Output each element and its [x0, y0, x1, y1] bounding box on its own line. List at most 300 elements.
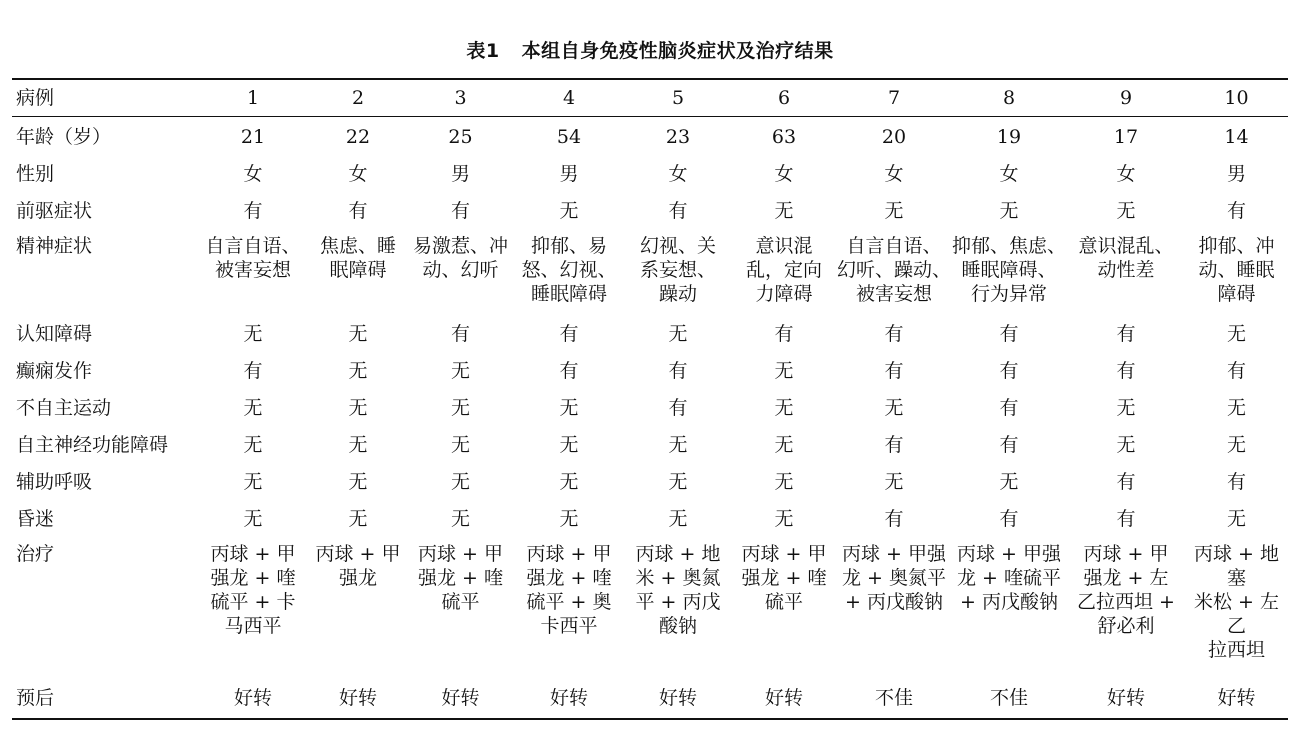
table-cell — [951, 117, 1067, 154]
cell-line: 不佳 — [874, 686, 913, 709]
cell-line: 20 — [881, 126, 907, 148]
table-cell — [198, 191, 308, 228]
cell-line: 无 — [559, 199, 579, 222]
table-cell — [1067, 462, 1185, 499]
case-number: 4 — [513, 80, 625, 117]
table-cell — [837, 228, 951, 314]
table-cell — [951, 462, 1067, 499]
table-cell — [837, 462, 951, 499]
table-cell — [837, 425, 951, 462]
cell-line: 无 — [668, 507, 688, 530]
cell-line: 19 — [996, 126, 1022, 148]
row-label: 治疗 — [16, 542, 55, 565]
cell-line: 意识混 — [755, 234, 813, 257]
table-cell — [408, 228, 513, 314]
cell-line: 无 — [348, 433, 368, 456]
cell-line: 有 — [1116, 507, 1136, 530]
cell-line: 有 — [668, 396, 688, 419]
table-cell — [1185, 191, 1288, 228]
cell-line: 无 — [450, 470, 470, 493]
cell-line: 无 — [348, 322, 368, 345]
cell-line: 有 — [1116, 359, 1136, 382]
case-number: 3 — [408, 80, 513, 117]
table-cell — [198, 314, 308, 351]
cell-line: 平 + 丙戊 — [635, 590, 721, 613]
cell-line: 无 — [668, 433, 688, 456]
table-cell — [513, 191, 625, 228]
cell-line: 无 — [774, 199, 794, 222]
table-cell — [837, 388, 951, 425]
table-cell — [951, 314, 1067, 351]
cell-line: 无 — [243, 507, 263, 530]
table-cell — [1185, 154, 1288, 191]
table-cell — [513, 388, 625, 425]
cell-line: 系妄想、 — [639, 258, 716, 281]
table-cell — [837, 351, 951, 388]
cell-line: 男 — [1226, 162, 1246, 185]
cell-line: 无 — [884, 470, 904, 493]
cell-line: 有 — [884, 433, 904, 456]
cell-line: 17 — [1113, 126, 1139, 148]
cell-line: 无 — [559, 396, 579, 419]
cell-line: 有 — [243, 359, 263, 382]
cell-line: 力障碍 — [755, 282, 813, 305]
table-cell — [731, 117, 837, 154]
table-row — [12, 154, 1288, 191]
table-cell — [408, 314, 513, 351]
table-cell — [198, 388, 308, 425]
cell-line: 意识混乱、 — [1078, 234, 1174, 257]
table-cell — [513, 314, 625, 351]
cell-line: 好转 — [233, 686, 272, 709]
cell-line: 焦虑、睡 — [319, 234, 396, 257]
table-row — [12, 191, 1288, 228]
table-cell — [198, 351, 308, 388]
table-row — [12, 117, 1288, 154]
table-cell — [731, 191, 837, 228]
cell-line: 硫平 — [764, 590, 803, 613]
cell-line: 无 — [348, 359, 368, 382]
cell-line: 强龙 + 喹 — [418, 566, 503, 589]
cell-line: 无 — [1116, 396, 1136, 419]
cell-line: 动性差 — [1097, 258, 1155, 281]
table-cell — [1185, 117, 1288, 154]
table-cell — [513, 154, 625, 191]
table-title — [0, 36, 1300, 63]
table-cell — [408, 678, 513, 718]
table-cell — [625, 678, 731, 718]
cell-line: 无 — [559, 507, 579, 530]
table-cell — [198, 117, 308, 154]
table-cell — [408, 154, 513, 191]
cell-line: 乙拉西坦 + — [1077, 590, 1175, 613]
cell-line: 强龙 + 喹 — [210, 566, 296, 589]
cell-line: 无 — [243, 396, 263, 419]
cell-line: + 丙戊酸钠 — [960, 590, 1058, 613]
cell-line: 自言自语、 — [846, 234, 942, 257]
cell-line: 无 — [1116, 199, 1136, 222]
table-cell — [1067, 499, 1185, 536]
table-cell — [731, 499, 837, 536]
table-row — [12, 351, 1288, 388]
cell-line: 无 — [450, 433, 470, 456]
row-label: 认知障碍 — [16, 322, 93, 345]
table-cell — [198, 499, 308, 536]
cell-line: 丙球 + 甲 — [315, 542, 401, 565]
cell-line: 被害妄想 — [855, 282, 932, 305]
cell-line: 无 — [348, 396, 368, 419]
table-cell — [1067, 314, 1185, 351]
cell-line: 自言自语、 — [205, 234, 301, 257]
cell-line: 马西平 — [224, 614, 282, 637]
table-cell — [625, 117, 731, 154]
table-cell — [731, 536, 837, 678]
cell-line: 有 — [450, 322, 470, 345]
cell-line: 好转 — [1217, 686, 1256, 709]
cell-line: 龙 + 奥氮平 — [842, 566, 946, 589]
row-label: 前驱症状 — [16, 199, 93, 222]
table-row — [12, 678, 1288, 718]
table-cell — [951, 351, 1067, 388]
table-row — [12, 536, 1288, 678]
cell-line: 硫平 — [441, 590, 480, 613]
cell-line: 有 — [999, 359, 1019, 382]
table-cell — [513, 536, 625, 678]
cell-line: 硫平 + 奥 — [526, 590, 612, 613]
table-cell — [308, 536, 408, 678]
table-cell — [625, 228, 731, 314]
row-label: 昏迷 — [16, 507, 55, 530]
cell-line: 睡眠障碍、 — [961, 258, 1057, 281]
row-label: 不自主运动 — [16, 396, 112, 419]
table-cell — [1185, 462, 1288, 499]
table-row — [12, 314, 1288, 351]
table-cell — [308, 191, 408, 228]
results-table-grid — [12, 80, 1288, 718]
table-cell — [198, 425, 308, 462]
case-number: 10 — [1185, 80, 1288, 117]
row-label: 精神症状 — [16, 234, 93, 257]
table-cell — [1067, 117, 1185, 154]
table-cell — [308, 117, 408, 154]
cell-line: 动、睡眠 — [1198, 258, 1275, 281]
table-cell — [837, 314, 951, 351]
cell-line: 丙球 + 甲强 — [842, 542, 946, 565]
cell-line: 有 — [1116, 322, 1136, 345]
header-label: 病例 — [12, 80, 198, 117]
cell-line: 不佳 — [989, 686, 1028, 709]
table-cell — [731, 314, 837, 351]
cell-line: 好转 — [1106, 686, 1145, 709]
table-row — [12, 228, 1288, 314]
cell-line: 有 — [1226, 199, 1246, 222]
row-label: 年龄（岁） — [16, 126, 112, 148]
cell-line: 无 — [999, 199, 1019, 222]
table-row — [12, 388, 1288, 425]
cell-line: 有 — [884, 507, 904, 530]
cell-line: 无 — [1116, 433, 1136, 456]
table-cell — [513, 425, 625, 462]
table-cell — [731, 388, 837, 425]
cell-line: 无 — [1226, 396, 1246, 419]
table-cell — [731, 462, 837, 499]
cell-line: 无 — [774, 396, 794, 419]
cell-line: 好转 — [764, 686, 803, 709]
table-cell — [198, 678, 308, 718]
cell-line: 女 — [884, 162, 904, 185]
case-number: 5 — [625, 80, 731, 117]
table-cell — [408, 117, 513, 154]
row-label: 预后 — [16, 686, 55, 709]
cell-line: 无 — [243, 322, 263, 345]
cell-line: 有 — [243, 199, 263, 222]
table-cell — [731, 351, 837, 388]
table-cell — [625, 191, 731, 228]
cell-line: 丙球 + 甲 — [418, 542, 503, 565]
cell-line: 硫平 + 卡 — [210, 590, 296, 613]
table-cell — [308, 154, 408, 191]
table-cell — [1067, 191, 1185, 228]
cell-line: 54 — [556, 126, 582, 148]
cell-line: 无 — [1226, 322, 1246, 345]
table-cell — [1067, 351, 1185, 388]
case-number: 9 — [1067, 80, 1185, 117]
cell-line: 强龙 + 喹 — [741, 566, 827, 589]
row-label: 癫痫发作 — [16, 359, 93, 382]
cell-line: 拉西坦 — [1207, 638, 1265, 661]
cell-line: 强龙 — [338, 566, 377, 589]
cell-line: 无 — [884, 199, 904, 222]
cell-line: 无 — [1226, 433, 1246, 456]
cell-line: 女 — [243, 162, 263, 185]
table-cell — [513, 462, 625, 499]
cell-line: 有 — [999, 433, 1019, 456]
cell-line: 无 — [559, 433, 579, 456]
table-cell — [1185, 351, 1288, 388]
cell-line: 抑郁、焦虑、 — [951, 234, 1066, 257]
table-cell — [731, 425, 837, 462]
results-table — [12, 78, 1288, 720]
table-cell — [625, 425, 731, 462]
cell-line: 男 — [450, 162, 470, 185]
table-row — [12, 425, 1288, 462]
cell-line: 无 — [774, 507, 794, 530]
cell-line: 无 — [348, 507, 368, 530]
cell-line: 21 — [240, 126, 266, 148]
table-cell — [1067, 388, 1185, 425]
cell-line: 幻视、关 — [639, 234, 716, 257]
cell-line: 乱，定向 — [745, 258, 822, 281]
table-cell — [1185, 425, 1288, 462]
cell-line: 有 — [348, 199, 368, 222]
cell-line: + 丙戊酸钠 — [845, 590, 943, 613]
cell-line: 无 — [668, 322, 688, 345]
table-cell — [308, 678, 408, 718]
table-cell — [308, 499, 408, 536]
cell-line: 女 — [348, 162, 368, 185]
table-cell — [951, 536, 1067, 678]
cell-line: 无 — [1226, 507, 1246, 530]
cell-line: 女 — [1116, 162, 1136, 185]
table-cell — [1067, 425, 1185, 462]
cell-line: 无 — [559, 470, 579, 493]
cell-line: 好转 — [658, 686, 697, 709]
cell-line: 动、幻听 — [422, 258, 499, 281]
cell-line: 有 — [774, 322, 794, 345]
cell-line: 无 — [450, 396, 470, 419]
case-number: 7 — [837, 80, 951, 117]
cell-line: 有 — [999, 396, 1019, 419]
cell-line: 躁动 — [658, 282, 697, 305]
table-cell — [198, 154, 308, 191]
table-cell — [198, 462, 308, 499]
table-cell — [731, 154, 837, 191]
table-cell — [731, 228, 837, 314]
cell-line: 丙球 + 地 — [635, 542, 721, 565]
cell-line: 无 — [774, 359, 794, 382]
cell-line: 有 — [999, 507, 1019, 530]
table-cell — [951, 191, 1067, 228]
table-cell — [408, 462, 513, 499]
cell-line: 有 — [1226, 470, 1246, 493]
cell-line: 丙球 + 甲 — [526, 542, 612, 565]
table-cell — [198, 536, 308, 678]
table-cell — [408, 536, 513, 678]
cell-line: 有 — [884, 322, 904, 345]
header-row — [12, 80, 1288, 117]
table-row — [12, 499, 1288, 536]
table-cell — [1067, 154, 1185, 191]
table-number: 表1 — [466, 40, 500, 62]
cell-line: 无 — [450, 359, 470, 382]
cell-line: 障碍 — [1217, 282, 1256, 305]
table-cell — [1067, 678, 1185, 718]
table-cell — [1185, 388, 1288, 425]
table-cell — [198, 228, 308, 314]
table-cell — [408, 191, 513, 228]
cell-line: 丙球 + 甲 — [210, 542, 296, 565]
table-cell — [837, 117, 951, 154]
cell-line: 丙球 + 甲 — [1083, 542, 1169, 565]
cell-line: 女 — [774, 162, 794, 185]
table-cell — [513, 499, 625, 536]
cell-line: 睡眠障碍 — [530, 282, 607, 305]
cell-line: 有 — [559, 359, 579, 382]
cell-line: 抑郁、易 — [530, 234, 607, 257]
table-cell — [308, 388, 408, 425]
table-cell — [837, 154, 951, 191]
table-cell — [308, 351, 408, 388]
table-cell — [408, 499, 513, 536]
table-cell — [731, 678, 837, 718]
cell-line: 无 — [999, 470, 1019, 493]
cell-line: 无 — [774, 433, 794, 456]
cell-line: 女 — [999, 162, 1019, 185]
cell-line: 行为异常 — [970, 282, 1047, 305]
table-cell — [951, 154, 1067, 191]
cell-line: 有 — [999, 322, 1019, 345]
table-cell — [1185, 499, 1288, 536]
row-label: 性别 — [16, 162, 55, 185]
cell-line: 好转 — [338, 686, 377, 709]
cell-line: 眠障碍 — [329, 258, 387, 281]
cell-line: 无 — [243, 470, 263, 493]
table-cell — [308, 314, 408, 351]
table-cell — [408, 388, 513, 425]
cell-line: 23 — [665, 126, 691, 148]
table-cell — [951, 425, 1067, 462]
cell-line: 女 — [668, 162, 688, 185]
table-cell — [837, 191, 951, 228]
table-cell — [308, 228, 408, 314]
table-cell — [308, 425, 408, 462]
table-cell — [1185, 536, 1288, 678]
table-cell — [1067, 228, 1185, 314]
table-cell — [837, 499, 951, 536]
cell-line: 抑郁、冲 — [1198, 234, 1275, 257]
cell-line: 好转 — [441, 686, 480, 709]
table-cell — [408, 425, 513, 462]
cell-line: 丙球 + 甲 — [741, 542, 827, 565]
table-cell — [513, 117, 625, 154]
table-cell — [1067, 536, 1185, 678]
cell-line: 22 — [345, 126, 371, 148]
table-cell — [625, 388, 731, 425]
cell-line: 无 — [884, 396, 904, 419]
cell-line: 易激惹、冲 — [412, 234, 508, 257]
table-cell — [951, 388, 1067, 425]
cell-line: 好转 — [549, 686, 588, 709]
cell-line: 丙球 + 甲强 — [957, 542, 1061, 565]
row-label: 自主神经功能障碍 — [16, 433, 169, 456]
table-caption: 本组自身免疫性脑炎症状及治疗结果 — [521, 40, 834, 62]
cell-line: 有 — [559, 322, 579, 345]
table-cell — [625, 536, 731, 678]
table-cell — [1185, 228, 1288, 314]
case-number: 2 — [308, 80, 408, 117]
table-row — [12, 462, 1288, 499]
table-cell — [951, 678, 1067, 718]
cell-line: 强龙 + 喹 — [526, 566, 612, 589]
cell-line: 幻听、躁动、 — [837, 258, 952, 281]
cell-line: 强龙 + 左 — [1083, 566, 1169, 589]
cell-line: 无 — [348, 470, 368, 493]
table-cell — [1185, 678, 1288, 718]
table-cell — [625, 314, 731, 351]
cell-line: 卡西平 — [540, 614, 598, 637]
table-cell — [625, 462, 731, 499]
case-number: 1 — [198, 80, 308, 117]
table-cell — [1185, 314, 1288, 351]
table-cell — [408, 351, 513, 388]
cell-line: 无 — [668, 470, 688, 493]
table-cell — [625, 154, 731, 191]
table-cell — [951, 499, 1067, 536]
cell-line: 米 + 奥氮 — [635, 566, 721, 589]
cell-line: 有 — [668, 359, 688, 382]
row-label: 辅助呼吸 — [16, 470, 93, 493]
cell-line: 有 — [884, 359, 904, 382]
table-cell — [513, 228, 625, 314]
table-cell — [308, 462, 408, 499]
cell-line: 14 — [1224, 126, 1249, 148]
cell-line: 25 — [448, 126, 473, 148]
cell-line: 有 — [668, 199, 688, 222]
cell-line: 男 — [559, 162, 579, 185]
cell-line: 有 — [450, 199, 470, 222]
cell-line: 有 — [1116, 470, 1136, 493]
cell-line: 丙球 + 地塞 — [1194, 542, 1279, 589]
